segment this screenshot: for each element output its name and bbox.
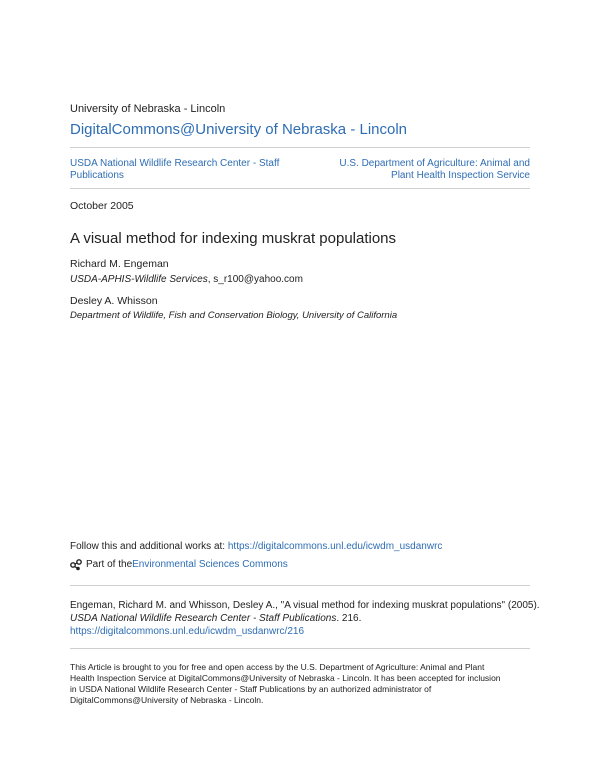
collection-link-left[interactable]: USDA National Wildlife Research Center - Staff Publications	[70, 158, 280, 181]
publication-date: October 2005	[70, 200, 134, 212]
citation-url-link[interactable]: https://digitalcommons.unl.edu/icwdm_usdanwrc/216	[70, 626, 305, 637]
footer-notice	[70, 662, 540, 706]
author-email: , s_r100@yahoo.com	[207, 274, 303, 285]
collections-divider	[70, 188, 530, 189]
author-affiliation: Department of Wildlife, Fish and Conservation Biology, University of California	[70, 310, 398, 321]
citation-divider	[70, 648, 530, 649]
institution-name: University of Nebraska - Lincoln	[70, 103, 226, 115]
footer-line: This Article is brought to you for free and open access by the U.S. Department of Agriculture: Animal and Plant	[70, 662, 485, 672]
author-name: Desley A. Whisson	[70, 295, 158, 307]
footer-line: in USDA National Wildlife Research Center - Staff Publications by an authorized administrator of	[70, 684, 432, 694]
follow-url-link[interactable]: https://digitalcommons.unl.edu/icwdm_usdanwrc	[227, 541, 443, 552]
footer-line: Health Inspection Service at DigitalCommons@University of Nebraska - Lincoln. It has been accepted for inclusion	[70, 673, 501, 683]
header-divider	[70, 147, 530, 148]
follow-line	[70, 541, 442, 553]
commons-link[interactable]: Environmental Sciences Commons	[132, 559, 288, 570]
citation-text: Engeman, Richard M. and Whisson, Desley A., "A visual method for indexing muskrat populations" (2005).	[70, 600, 540, 611]
citation-series-line	[70, 613, 361, 625]
part-of-line	[70, 559, 288, 571]
repository-link[interactable]: DigitalCommons@University of Nebraska - Lincoln	[70, 121, 408, 138]
follow-text: Follow this and additional works at:	[70, 541, 228, 552]
footer-line: DigitalCommons@University of Nebraska - Lincoln.	[70, 695, 264, 705]
network-icon	[70, 559, 82, 571]
follow-divider	[70, 585, 530, 586]
citation-series: USDA National Wildlife Research Center - Staff Publications	[70, 613, 337, 624]
author-name: Richard M. Engeman	[70, 258, 169, 270]
author-affiliation	[70, 274, 303, 286]
citation-number: . 216.	[336, 613, 362, 624]
collection-link-right[interactable]: U.S. Department of Agriculture: Animal and Plant Health Inspection Service	[339, 158, 530, 181]
article-title: A visual method for indexing muskrat populations	[70, 230, 397, 247]
affiliation-text: USDA-APHIS-Wildlife Services	[70, 274, 208, 285]
part-of-text: Part of the	[86, 559, 133, 570]
